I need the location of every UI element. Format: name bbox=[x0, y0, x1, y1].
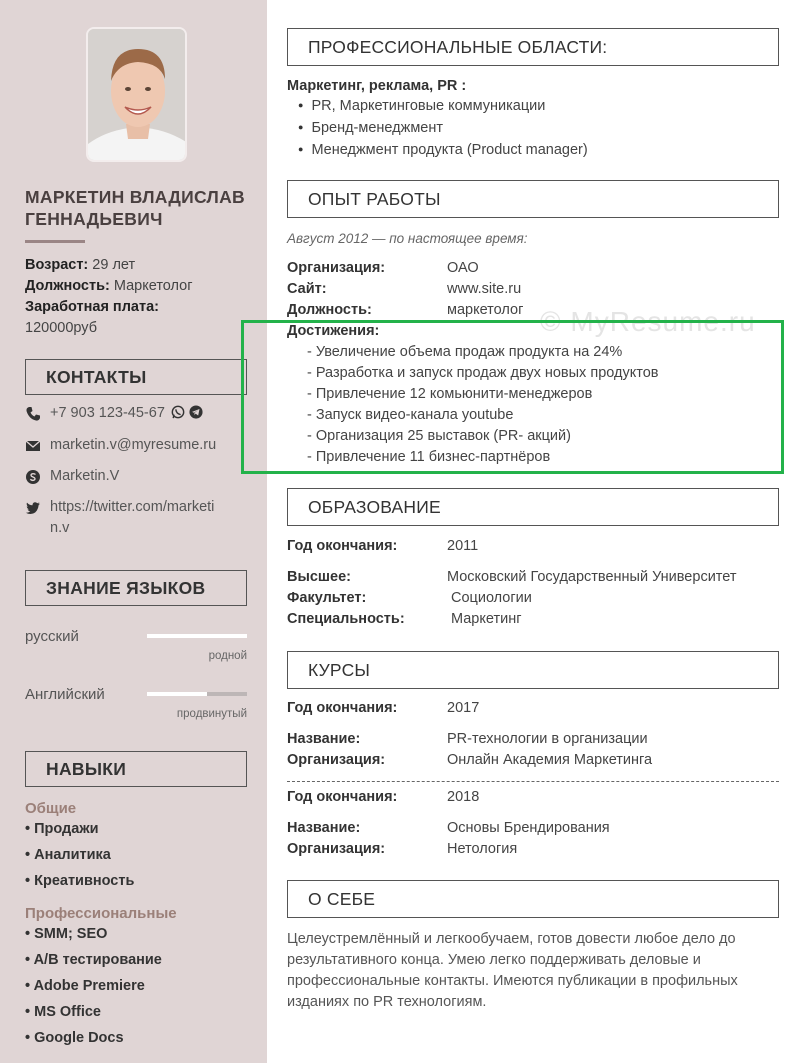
about-line: результативного конца. Умею легко поддерживать деловые и bbox=[287, 952, 701, 968]
course-year-label: Год окончания: bbox=[287, 789, 398, 805]
site-label: Сайт: bbox=[287, 281, 327, 297]
personal-info bbox=[25, 255, 255, 339]
list-item: ● PR, Маркетинговые коммуникации bbox=[298, 96, 588, 118]
course-year-label: Год окончания: bbox=[287, 700, 398, 716]
salary-value: 120000руб bbox=[25, 320, 98, 336]
experience-period: Август 2012 — по настоящее время: bbox=[287, 231, 528, 246]
salary-label: Заработная плата: bbox=[25, 299, 159, 315]
course-name-label: Название: bbox=[287, 731, 361, 747]
email-text[interactable]: marketin.v@myresume.ru bbox=[50, 437, 217, 453]
edu-higher-value: Московский Государственный Университет bbox=[447, 569, 737, 585]
edu-faculty-label: Факультет: bbox=[287, 590, 367, 606]
experience-heading: ОПЫТ РАБОТЫ bbox=[287, 180, 779, 218]
list-item: ● Бренд-менеджмент bbox=[298, 118, 588, 140]
age-value: 29 лет bbox=[92, 257, 136, 273]
course-org-label: Организация: bbox=[287, 841, 386, 857]
position-label: Должность: bbox=[25, 278, 110, 294]
whatsapp-icon[interactable] bbox=[171, 405, 185, 419]
language-level-bar bbox=[147, 692, 247, 696]
course-org-value: Нетология bbox=[447, 841, 518, 857]
job-position-value: маркетолог bbox=[447, 302, 524, 318]
skill-item: • Adobe Premiere bbox=[25, 978, 145, 994]
skill-item: • A/B тестирование bbox=[25, 952, 162, 968]
list-item: - Организация 25 выставок (PR- акций) bbox=[307, 428, 571, 444]
highlight-frame bbox=[241, 320, 784, 474]
list-item: - Привлечение 11 бизнес-партнёров bbox=[307, 449, 551, 465]
course-year-value: 2018 bbox=[447, 789, 480, 805]
language-level-fill bbox=[147, 634, 247, 638]
skype-icon bbox=[25, 469, 41, 485]
skill-item: • MS Office bbox=[25, 1004, 101, 1020]
achievements-label: Достижения: bbox=[287, 323, 380, 339]
name-divider bbox=[25, 240, 85, 243]
twitter-line-2[interactable]: n.v bbox=[50, 520, 70, 536]
edu-faculty-value: Социологии bbox=[451, 590, 532, 606]
twitter-icon bbox=[25, 500, 41, 516]
language-level-bar bbox=[147, 634, 247, 638]
list-item: - Разработка и запуск продаж двух новых продуктов bbox=[307, 365, 659, 381]
skill-item: • Продажи bbox=[25, 821, 99, 837]
about-line: изданиях по PR технологиям. bbox=[287, 994, 487, 1010]
language-name: Английский bbox=[25, 686, 105, 703]
language-name: русский bbox=[25, 628, 79, 645]
language-level-fill bbox=[147, 692, 207, 696]
envelope-icon bbox=[25, 438, 41, 454]
areas-list bbox=[298, 96, 588, 162]
courses-heading: КУРСЫ bbox=[287, 651, 779, 689]
skype-text[interactable]: Marketin.V bbox=[50, 468, 120, 484]
course-divider bbox=[287, 781, 779, 782]
edu-higher-label: Высшее: bbox=[287, 569, 351, 585]
list-item: - Привлечение 12 комьюнити-менеджеров bbox=[307, 386, 593, 402]
skill-item: • Google Docs bbox=[25, 1030, 124, 1046]
sidebar bbox=[0, 0, 267, 1063]
org-label: Организация: bbox=[287, 260, 386, 276]
site-link[interactable]: www.site.ru bbox=[447, 281, 522, 297]
phone-icon bbox=[25, 406, 41, 422]
contacts-heading: КОНТАКТЫ bbox=[25, 359, 247, 395]
list-item: ● Менеджмент продукта (Product manager) bbox=[298, 140, 588, 162]
education-heading: ОБРАЗОВАНИЕ bbox=[287, 488, 779, 526]
course-name-label: Название: bbox=[287, 820, 361, 836]
profile-photo bbox=[86, 27, 187, 162]
full-name: МАРКЕТИН ВЛАДИСЛАВ ГЕННАДЬЕВИЧ bbox=[25, 187, 245, 229]
about-text bbox=[287, 929, 782, 1013]
course-year-value: 2017 bbox=[447, 700, 480, 716]
skills-general-label: Общие bbox=[25, 800, 77, 817]
list-item: - Запуск видео-канала youtube bbox=[307, 407, 514, 423]
course-name-value: PR-технологии в организации bbox=[447, 731, 648, 747]
course-org-value: Онлайн Академия Маркетинга bbox=[447, 752, 653, 768]
skills-heading: НАВЫКИ bbox=[25, 751, 247, 787]
about-line: Целеустремлённый и легкообучаем, готов довести любое дело до bbox=[287, 931, 736, 947]
course-org-label: Организация: bbox=[287, 752, 386, 768]
job-position-label: Должность: bbox=[287, 302, 372, 318]
phone-text[interactable]: +7 903 123-45-67 bbox=[50, 405, 165, 421]
telegram-icon[interactable] bbox=[189, 405, 203, 419]
about-line: профессиональные контакты. Имеются публикации в профильных bbox=[287, 973, 738, 989]
areas-heading: ПРОФЕССИОНАЛЬНЫЕ ОБЛАСТИ: bbox=[287, 28, 779, 66]
edu-year-value: 2011 bbox=[447, 538, 479, 554]
languages-heading: ЗНАНИЕ ЯЗЫКОВ bbox=[25, 570, 247, 606]
watermark: © MyResume.ru bbox=[540, 306, 756, 337]
age-label: Возраст: bbox=[25, 257, 89, 273]
language-level: родной bbox=[208, 650, 247, 662]
course-name-value: Основы Брендирования bbox=[447, 820, 610, 836]
areas-subheading: Маркетинг, реклама, PR : bbox=[287, 78, 467, 94]
skills-pro-label: Профессиональные bbox=[25, 905, 177, 922]
edu-year-label: Год окончания: bbox=[287, 538, 398, 554]
about-heading: О СЕБЕ bbox=[287, 880, 779, 918]
skill-item: • Креативность bbox=[25, 873, 135, 889]
language-level: продвинутый bbox=[176, 708, 247, 720]
twitter-line-1[interactable]: https://twitter.com/marketi bbox=[50, 499, 215, 515]
org-value: ОАО bbox=[447, 260, 479, 276]
edu-spec-label: Специальность: bbox=[287, 611, 405, 627]
skill-item: • SMM; SEO bbox=[25, 926, 108, 942]
skill-item: • Аналитика bbox=[25, 847, 111, 863]
edu-spec-value: Маркетинг bbox=[451, 611, 522, 627]
position-value: Маркетолог bbox=[113, 278, 193, 294]
list-item: - Увеличение объема продаж продукта на 24% bbox=[307, 344, 623, 360]
